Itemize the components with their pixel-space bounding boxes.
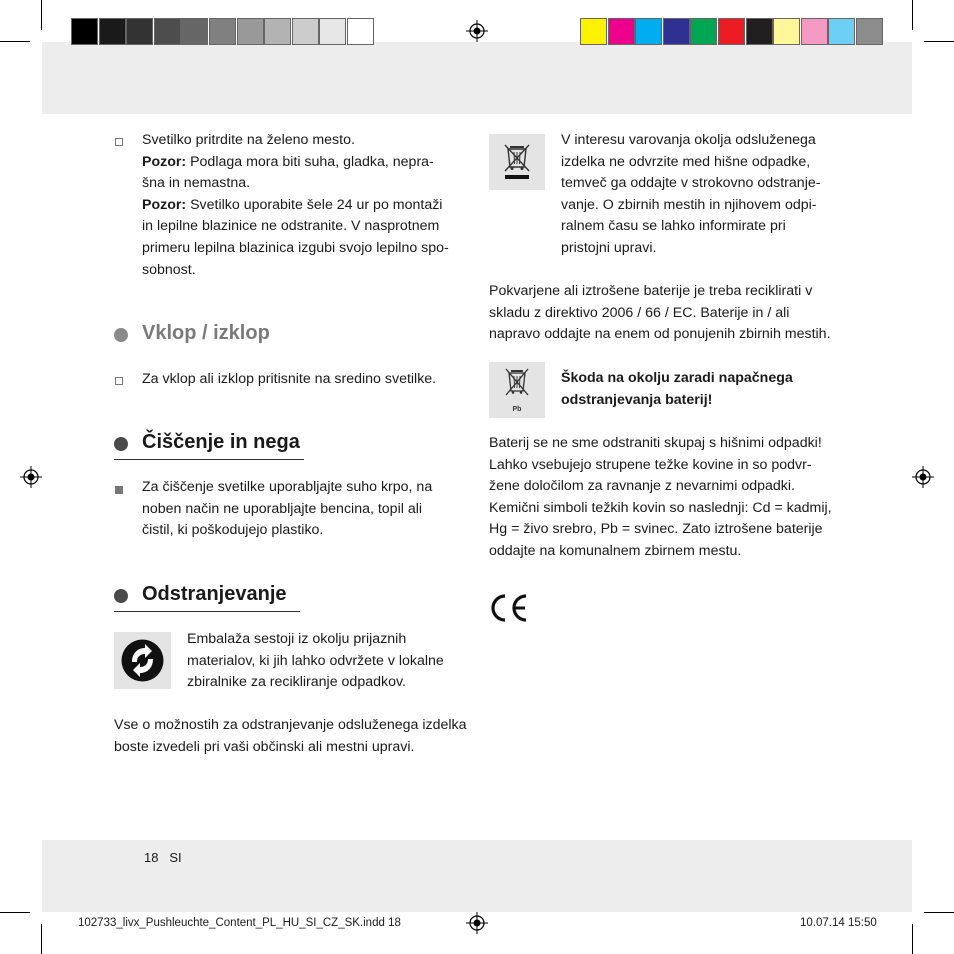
heading-odstranjevanje [114, 583, 474, 615]
text-line: izdelka ne odvrzite med hišne odpadke, [561, 153, 811, 170]
battery-bin-pb-icon [489, 362, 545, 418]
cleaning-instructions [142, 477, 472, 542]
heading-text: Vklop / izklop [142, 322, 270, 344]
color-swatch [608, 18, 635, 45]
text-line: zbiralnike za recikliranje odpadkov. [187, 674, 406, 691]
registration-mark-icon [20, 466, 42, 488]
file-slug: 102733_livx_Pushleuchte_Content_PL_HU_SI_CZ_SK.indd 18 [78, 917, 401, 929]
top-bleed-band [42, 42, 912, 114]
process-color-swatch-strip [580, 18, 884, 45]
color-swatch [71, 18, 98, 45]
heading-text: Odstranjevanje [142, 583, 287, 605]
heading-underline [114, 459, 304, 460]
heading-bullet-dot [114, 328, 128, 342]
text-line: šna in nemastna. [142, 175, 251, 192]
heading-bullet-dot [114, 589, 128, 603]
text-line: Svetilko uporabite šele 24 ur po montaži [186, 196, 443, 213]
battery-icon-box [489, 362, 545, 418]
vklop-instruction [142, 369, 472, 391]
text-line: Lahko vsebujejo strupene težke kovine in so podvr- [489, 456, 812, 473]
color-swatch [264, 18, 291, 45]
crop-mark [912, 0, 913, 30]
text-line: Embalaža sestoji iz okolju prijaznih [187, 631, 407, 647]
text-line: žene določilom za ravnanje z nevarnimi odpadki. [489, 478, 795, 495]
text-line: oddajte na komunalnem zbirnem mestu. [489, 542, 742, 559]
heading-vklop [114, 322, 474, 354]
color-swatch [319, 18, 346, 45]
color-swatch [292, 18, 319, 45]
color-swatch [690, 18, 717, 45]
crossed-bin-icon [489, 134, 545, 190]
text-line: Svetilko pritrdite na želeno mesto. [142, 132, 355, 148]
ce-mark-icon [488, 592, 530, 624]
text-line: primeru lepilna blazinica izgubi svojo lepilno spo- [142, 239, 449, 256]
language-code: SI [169, 850, 182, 865]
registration-mark-icon [466, 912, 488, 934]
text-line: napravo oddajte na enem od ponujenih zbirnih mestih. [489, 326, 831, 343]
crop-mark [912, 924, 913, 954]
text-line: noben način ne uporabljajte bencina, topil ali [142, 500, 423, 517]
text-line: pristojni upravi. [561, 239, 657, 256]
registration-mark-icon [912, 466, 934, 488]
pb-label: Pb [512, 406, 522, 413]
heading-bullet-dot [114, 437, 128, 451]
color-swatch [126, 18, 153, 45]
color-swatch [746, 18, 773, 45]
crop-mark [924, 41, 954, 42]
text-line: V interesu varovanja okolja odsluženega [561, 132, 816, 148]
text-line: sobnost. [142, 261, 196, 278]
text-line: Hg = živo srebro, Pb = svinec. Zato iztrošene baterije [489, 521, 823, 538]
crop-mark [41, 0, 42, 30]
grayscale-swatch-strip [71, 18, 375, 45]
color-swatch [718, 18, 745, 45]
text-line: Vse o možnostih za odstranjevanje odsluženega izdelka [114, 717, 467, 733]
color-swatch [801, 18, 828, 45]
text-line: Baterij se ne sme odstraniti skupaj s hišnimi odpadki! [489, 435, 822, 451]
crop-mark [0, 912, 30, 913]
text-line: čistil, ki poškodujejo plastiko. [142, 522, 324, 539]
color-swatch [237, 18, 264, 45]
text-line: Kemični simboli težkih kovin so naslednji: Cd = kadmij, [489, 499, 832, 516]
battery-hazard-text [489, 433, 854, 563]
print-timestamp: 10.07.14 15:50 [800, 917, 877, 929]
crop-mark [0, 41, 30, 42]
warning-label: Pozor: [142, 153, 187, 170]
text-line: boste izvedeli pri vaši občinski ali mestni upravi. [114, 738, 415, 755]
heading-text: Čiščenje in nega [142, 431, 300, 453]
checkbox-bullet [115, 377, 123, 385]
color-swatch [828, 18, 855, 45]
packaging-disposal-text [187, 629, 477, 694]
color-swatch [347, 18, 374, 45]
text-line: in lepilne blazinice ne odstranite. V nasprotnem [142, 218, 440, 235]
color-swatch [773, 18, 800, 45]
battery-recycling-text [489, 281, 854, 346]
heading-ciscenje [114, 431, 474, 463]
color-swatch [580, 18, 607, 45]
weee-icon-box [489, 134, 545, 190]
text-line: Škoda na okolju zaradi napačnega [561, 370, 793, 386]
text-line: Za vklop ali izklop pritisnite na sredino svetilke. [142, 371, 437, 387]
color-swatch [154, 18, 181, 45]
color-swatch [635, 18, 662, 45]
checkbox-bullet [115, 138, 123, 146]
recycling-icon-box [114, 632, 171, 689]
color-swatch [856, 18, 883, 45]
registration-mark-icon [466, 20, 488, 42]
heading-underline [114, 611, 300, 612]
crop-mark [924, 912, 954, 913]
square-bullet [115, 486, 123, 494]
text-line: ralnem času se lahko informirate pri [561, 218, 786, 235]
disposal-info-text [114, 715, 479, 758]
green-dot-recycling-icon [114, 632, 171, 689]
color-swatch [181, 18, 208, 45]
text-line: temveč ga oddajte v strokovno odstranje- [561, 175, 821, 192]
text-line: Za čiščenje svetilke uporabljajte suho krpo, na [142, 479, 433, 495]
text-line: materialov, ki jih lahko odvržete v lokalne [187, 652, 444, 669]
color-swatch [663, 18, 690, 45]
text-line: odstranjevanja baterij! [561, 391, 713, 408]
color-swatch [99, 18, 126, 45]
text-line: Podlaga mora biti suha, gladka, nepra- [186, 153, 434, 170]
text-line: vanje. O zbirnih mestih in njihovem odpi- [561, 196, 817, 213]
battery-warning-heading [561, 368, 856, 411]
weee-disposal-text [561, 130, 851, 260]
warning-label: Pozor: [142, 196, 187, 213]
text-line: skladu z direktivo 2006 / 66 / EC. Baterije in / ali [489, 304, 790, 321]
page-number [144, 850, 182, 865]
crop-mark [41, 924, 42, 954]
color-swatch [209, 18, 236, 45]
mounting-instructions [142, 130, 472, 281]
text-line: Pokvarjene ali iztrošene baterije je treba reciklirati v [489, 283, 813, 299]
page-number-value: 18 [144, 850, 159, 865]
